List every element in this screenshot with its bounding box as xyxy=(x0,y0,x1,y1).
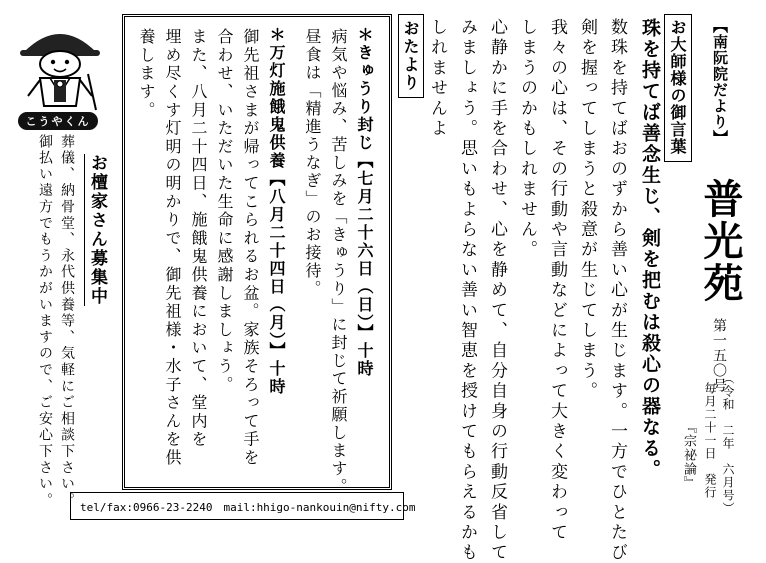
contact-text: tel/fax:0966-23-2240 mail:hhigo-nankouin@nifty.com xyxy=(80,501,416,514)
danka-line: 御払い遠方でもうかがいますので、ご安心下さい。 xyxy=(37,134,53,509)
essay-line: みましょう。思いもよらない善い智恵を授けてもらえるかも xyxy=(457,18,477,563)
essay-line: しれませんよ xyxy=(427,18,447,140)
danka-line: 葬儀、納骨堂、永代供養等、気軽にご相談下さい。 xyxy=(59,134,75,509)
otayori-header: おたより xyxy=(401,20,420,92)
mascot-illustration xyxy=(10,14,110,114)
mando-heading: ＊万灯施餓鬼供養【八月二十四日（月）】十時 xyxy=(267,26,286,396)
mascot-name: こうやくん xyxy=(25,115,91,128)
essay-line: 心静かに手を合わせ、心を静めて、自分自身の行動反省して xyxy=(487,18,507,563)
masthead-title: 普光苑 xyxy=(697,178,744,304)
issue-date-2: 毎月二十一日 発行 xyxy=(703,382,717,499)
essay-line: 剣を握ってしまうと殺意が生じてしまう。 xyxy=(577,18,597,402)
issue-number: 第一五〇号 xyxy=(711,318,727,393)
section-title: 『宗祕論』 xyxy=(681,420,696,490)
essay-line: しまうのかもしれません。 xyxy=(517,18,537,261)
kyuri-line: 病気や悩み、苦しみを「きゅうり」に封じて祈願します。 xyxy=(329,28,348,496)
danka-header: お檀家さん募集中 xyxy=(84,154,105,306)
kyuri-heading: ＊きゅうり封じ【七月二十六日（日）】十時 xyxy=(355,26,374,378)
mando-line: 合わせ、いただいた生命に感謝しましょう。 xyxy=(215,28,234,394)
quote-text: 珠を持てば善念生じ、剣を把むは殺心の器なる。 xyxy=(639,18,661,480)
mando-line: 御先祖さまが帰ってこられるお盆。家族そろって手を xyxy=(241,28,260,468)
essay-line: 数珠を持てばおのずから善い心が生じます。一方でひとたび xyxy=(607,18,627,563)
quote-header: お大師様の御言葉 xyxy=(668,19,687,155)
kyuri-line: 昼食は「精進うなぎ」のお接待。 xyxy=(303,28,322,298)
mando-line: また、八月二十四日、施餓鬼供養において、堂内を xyxy=(189,28,208,449)
masthead-label: 【南阮院だより】 xyxy=(711,18,729,146)
essay-line: 我々の心は、その行動や言動などによって大きく変わって xyxy=(547,18,567,544)
mando-line: 養します。 xyxy=(137,28,156,120)
issue-date: （令和 二年 六月号） xyxy=(721,372,735,515)
mando-line: 埋め尽くす灯明の明かりで、御先祖様・水子さんを供 xyxy=(163,28,182,468)
mascot-icon xyxy=(10,14,110,114)
